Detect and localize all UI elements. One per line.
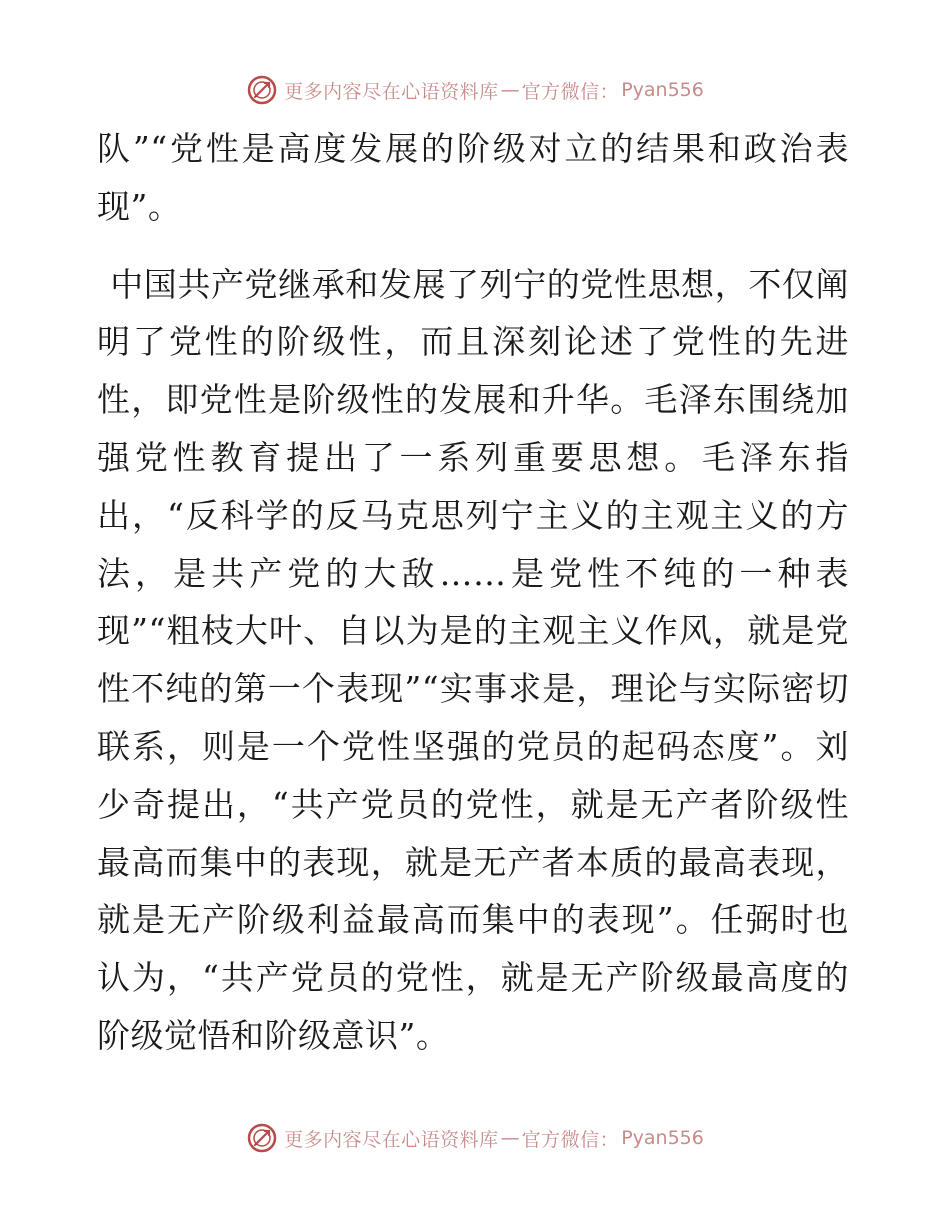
header-watermark	[0, 70, 950, 110]
paragraph-1: 队”“党性是高度发展的阶级对立的结果和政治表现”。	[97, 129, 849, 226]
watermark-separator: —	[500, 1127, 520, 1149]
watermark-wechat-label: 官方微信：	[521, 80, 620, 103]
watermark-wechat-id: Pyan556	[621, 1127, 704, 1149]
seal-logo-icon	[246, 1122, 278, 1154]
document-body	[97, 120, 849, 1065]
watermark-text: 更多内容尽在心语资料库	[284, 80, 499, 103]
watermark-wechat-label: 官方微信：	[521, 1128, 620, 1151]
watermark-text: 更多内容尽在心语资料库	[284, 1128, 499, 1151]
seal-logo-icon	[246, 74, 278, 106]
watermark-wechat-id: Pyan556	[621, 79, 704, 101]
paragraph-2: 中国共产党继承和发展了列宁的党性思想，不仅阐明了党性的阶级性，而且深刻论述了党性的先进性，即党性是阶级性的发展和升华。毛泽东围绕加强党性教育提出了一系列重要思想。毛泽东指出，“反科学的反马克思列宁主义的主观主义的方法，是共产党的大敌……是党性不纯的一种表现”“粗枝大叶、自以为是的主观主义作风，就是党性不纯的第一个表现”“实事求是，理论与实际密切联系，则是一个党性坚强的党员的起码态度”。刘少奇提出，“共产党员的党性，就是无产者阶级性最高而集中的表现，就是无产者本质的最高表现，就是无产阶级利益最高而集中的表现”。任弼时也认为，“共产党员的党性，就是无产阶级最高度的阶级觉悟和阶级意识”。	[97, 264, 849, 1055]
watermark-separator: —	[500, 79, 520, 101]
footer-watermark	[0, 1118, 950, 1158]
